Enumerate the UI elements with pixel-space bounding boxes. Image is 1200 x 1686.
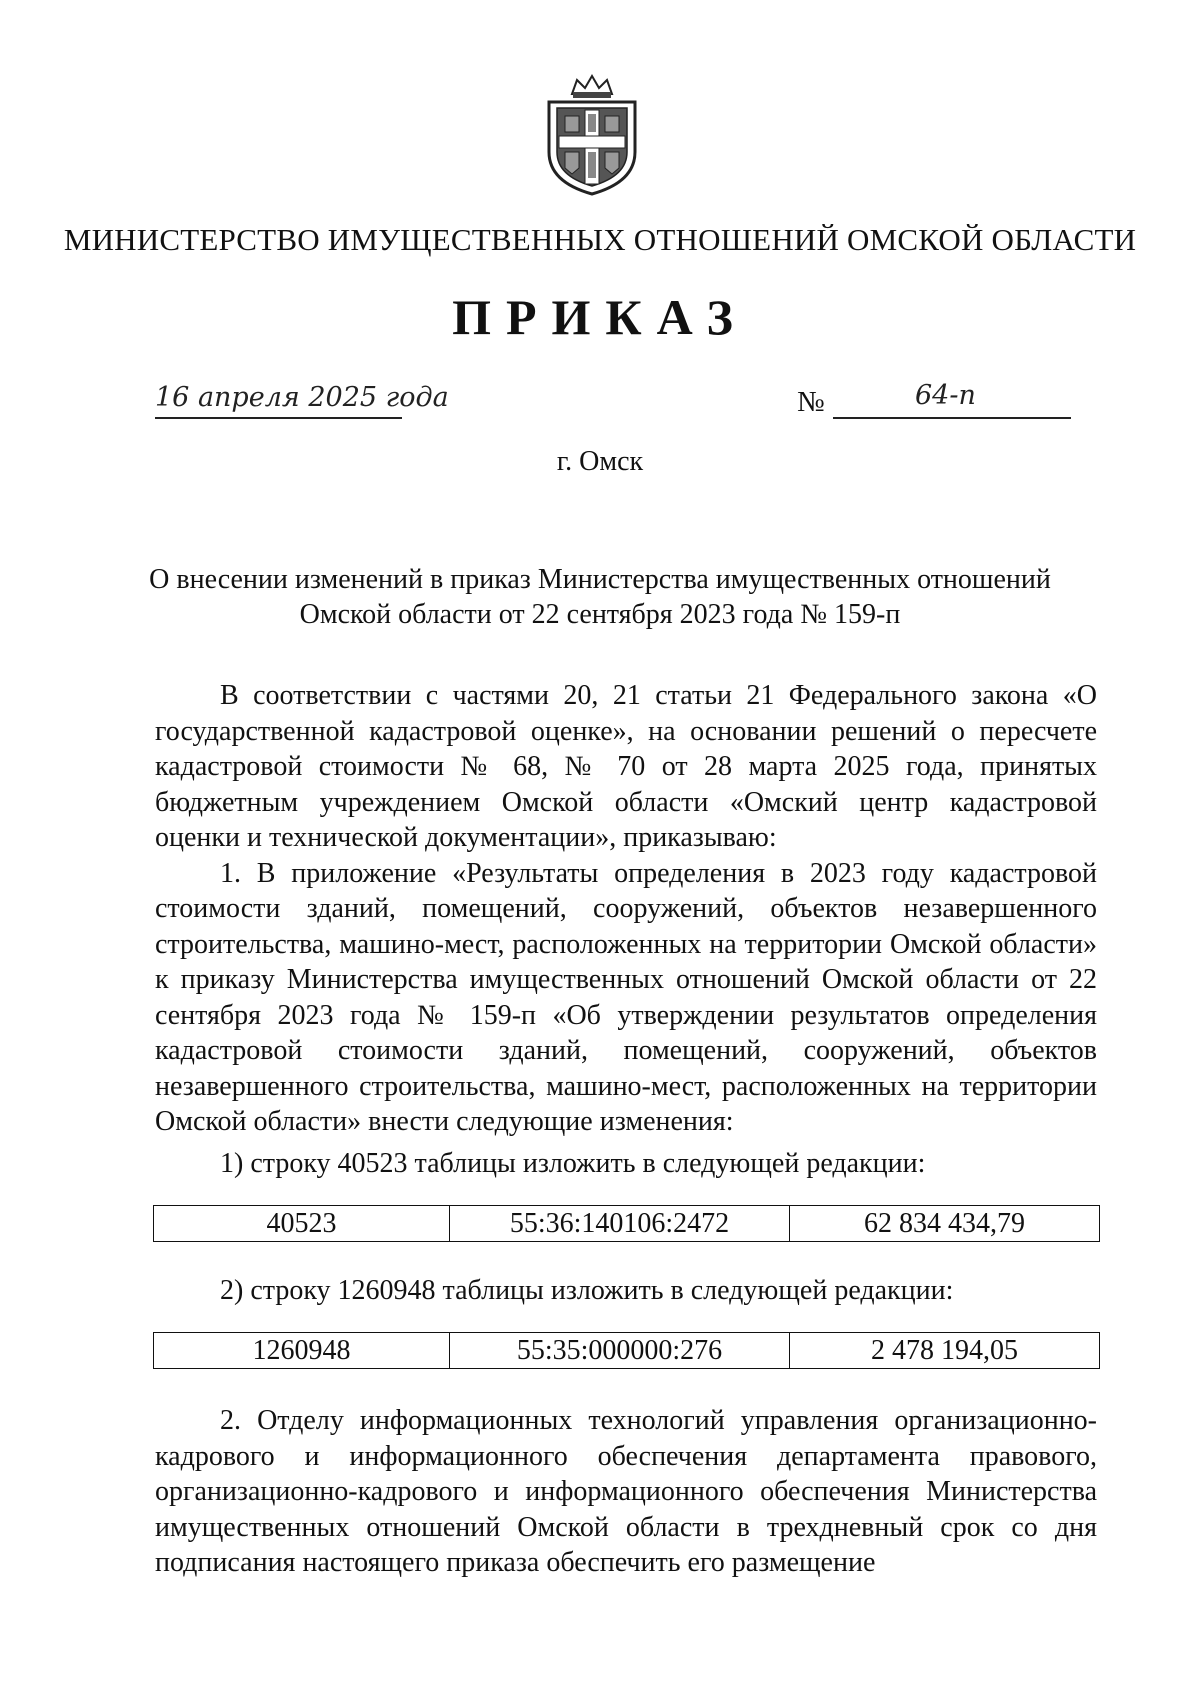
item-1-paragraph: 1. В приложение «Результаты определения в 2023 году кадастровой стоимости зданий, помещений, сооружений, объектов незавершенного строительства, машино-мест, расположенных на территории Омской области» к приказу Министерства имущественных отношений Омской области от 22 сентября 2023 года № 159-п «Об утверждении результатов определения кадастровой стоимости зданий, помещений, сооружений, объектов незавершенного строительства, машино-мест, расположенных на территории Омской области» внести следующие изменения: xyxy=(155,857,1097,1137)
ministry-name: МИНИСТЕРСТВО ИМУЩЕСТВЕННЫХ ОТНОШЕНИЙ ОМСКОЙ ОБЛАСТИ xyxy=(63,222,1137,257)
table-row xyxy=(153,1332,1100,1369)
cadastral-number-cell: 55:35:000000:276 xyxy=(450,1333,790,1368)
cadastral-value-cell: 62 834 434,79 xyxy=(864,1207,1025,1239)
order-preamble xyxy=(155,678,1097,1140)
coat-of-arms-emblem xyxy=(537,72,647,198)
date-underline xyxy=(155,417,402,419)
item-2-paragraph: 2. Отделу информационных технологий управления организационно-кадрового и информационного обеспечения департамента правового, организационно-кадрового и информационного обеспечения Министерства имущественных отношений Омской области в трехдневный срок со дня подписания настоящего приказа обеспечить его размещение xyxy=(155,1405,1097,1578)
row-number-cell: 1260948 xyxy=(154,1333,450,1368)
document-title: ПРИКАЗ xyxy=(452,289,748,345)
row-number-cell: 40523 xyxy=(154,1206,450,1241)
number-underline xyxy=(833,417,1071,419)
cadastral-value-cell: 2 478 194,05 xyxy=(871,1334,1018,1366)
subitem-1-caption: 1) строку 40523 таблицы изложить в следующей редакции: xyxy=(220,1148,926,1179)
city: г. Омск xyxy=(556,446,644,477)
cadastral-number-cell: 55:36:140106:2472 xyxy=(450,1206,790,1241)
subitem-2-caption: 2) строку 1260948 таблицы изложить в следующей редакции: xyxy=(220,1275,954,1306)
order-subject: О внесении изменений в приказ Министерства имущественных отношений Омской области от 22 сентября 2023 года № 159-п xyxy=(149,564,1051,630)
item-2-block xyxy=(155,1403,1097,1581)
table-row xyxy=(153,1205,1100,1242)
order-number: 64-п xyxy=(915,380,976,411)
order-date: 16 апреля 2025 года xyxy=(155,382,449,413)
number-sign: № xyxy=(797,386,825,418)
preamble-paragraph: В соответствии с частями 20, 21 статьи 21 Федерального закона «О государственной кадастровой оценке», на основании решений о пересчете кадастровой стоимости № 68, № 70 от 28 марта 2025 года, принятых бюджетным учреждением Омской области «Омский центр кадастровой оценки и технической документации», приказываю: xyxy=(155,680,1097,853)
